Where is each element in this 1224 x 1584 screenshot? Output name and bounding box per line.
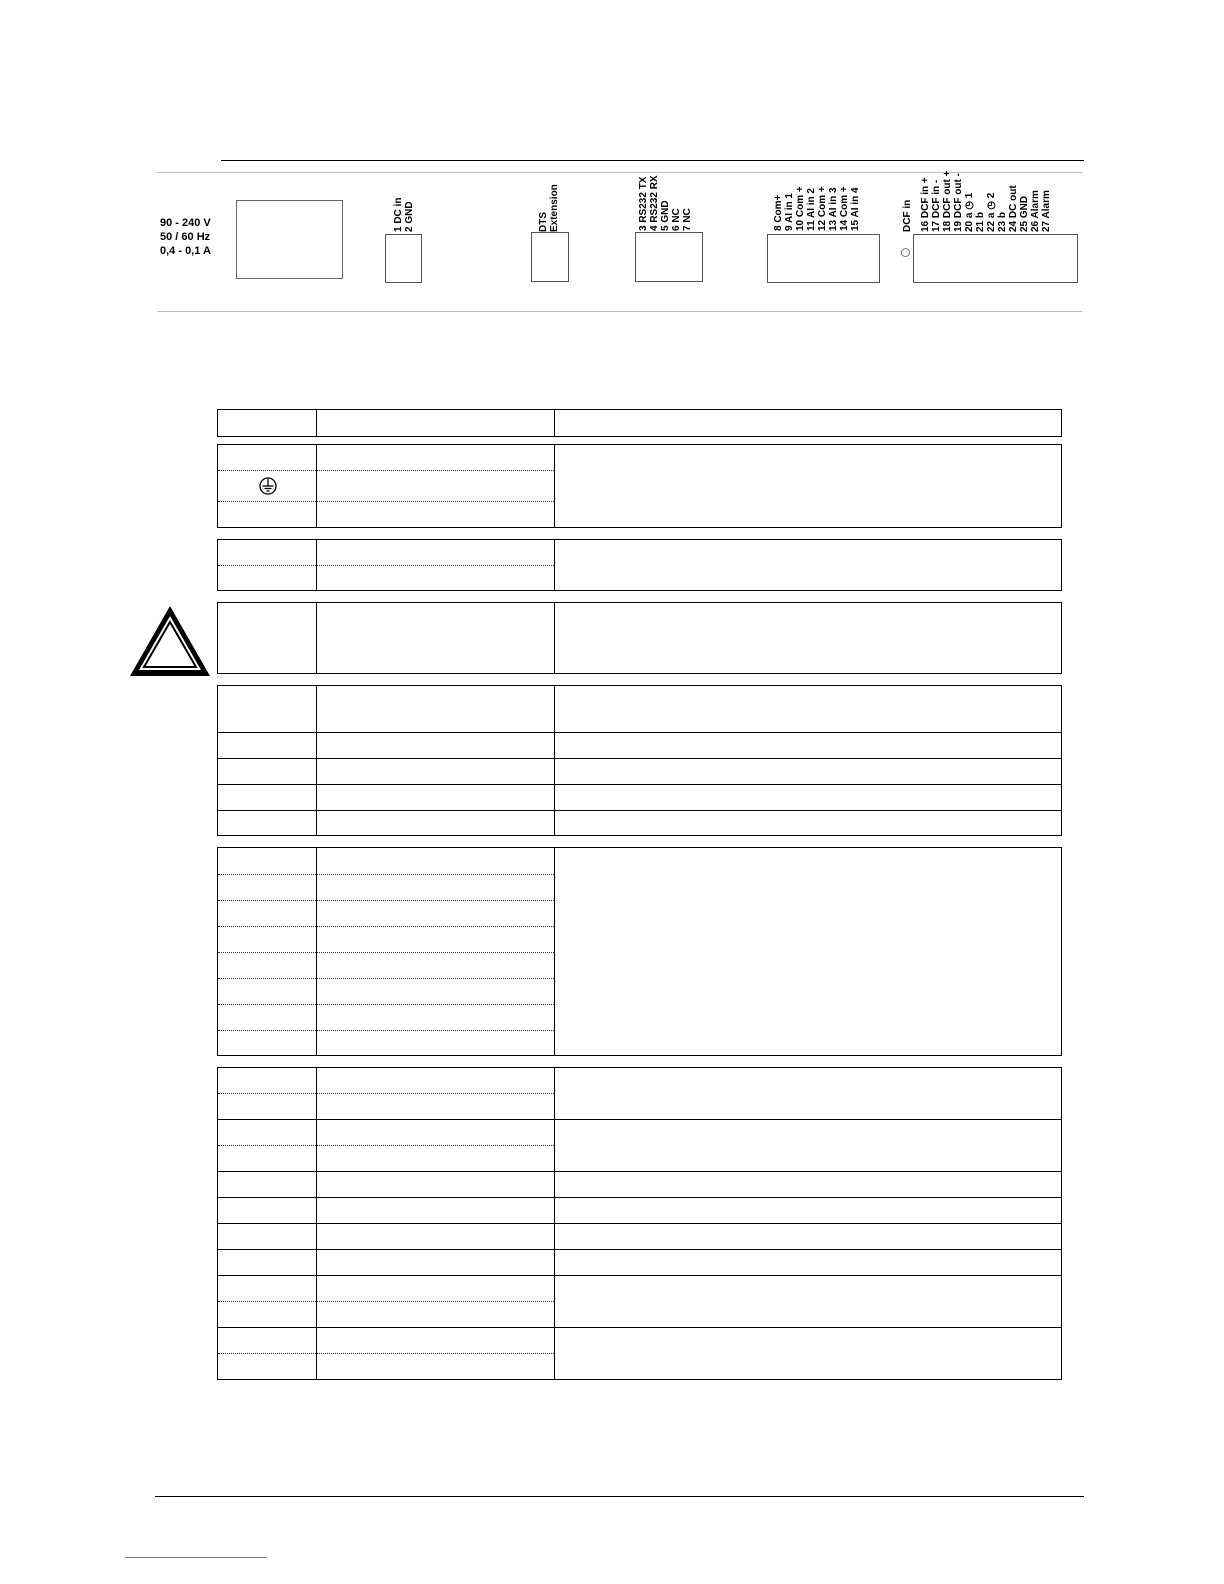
dcf-label-23: 23 b	[997, 211, 1008, 232]
row-divider	[218, 1249, 1061, 1250]
clock1-a-label: 20 a	[964, 212, 975, 232]
dcf-connector	[913, 234, 1078, 283]
dcf-label-24: 24 DC out	[1008, 185, 1019, 232]
col-divider-2	[554, 410, 555, 436]
dcf-connector-labels	[920, 171, 1052, 232]
row-divider	[218, 1353, 554, 1354]
row-divider	[218, 900, 554, 901]
col-divider-2	[554, 603, 555, 673]
gnd-label: 2 GND	[404, 201, 415, 232]
analog-connector-labels	[773, 186, 861, 231]
row-divider	[218, 1197, 1061, 1198]
rs232-tx-label: 3 RS232 TX	[638, 176, 649, 231]
analog-label-10: 10 Com +	[795, 186, 806, 231]
analog-label-12: 12 Com +	[817, 186, 828, 231]
analog-label-11: 11 AI in 2	[806, 188, 817, 231]
current-spec: 0,4 - 0,1 A	[160, 245, 211, 257]
row-divider	[218, 1119, 1061, 1120]
row-divider	[218, 1301, 554, 1302]
row-divider	[218, 1004, 554, 1005]
dc-connector-labels	[393, 198, 415, 232]
dts-label: DTS	[538, 212, 549, 232]
dcf-in-led-label: DCF in	[902, 199, 913, 232]
row-divider	[218, 1093, 554, 1094]
power-spec	[160, 216, 211, 258]
row-divider	[218, 1223, 1061, 1224]
dcf-label-25: 25 GND	[1019, 195, 1030, 232]
rs232-connector	[635, 232, 703, 282]
dcf-label-21: 21 b	[975, 211, 986, 232]
col-divider-2	[554, 445, 555, 527]
col-divider-2	[554, 540, 555, 590]
row-divider	[218, 1275, 1061, 1276]
col-divider-1	[316, 686, 317, 835]
dcf-label-17: 17 DCF in -	[931, 179, 942, 232]
col-divider-1	[316, 603, 317, 673]
footer-rule	[155, 1496, 1084, 1497]
warning-triangle-icon	[128, 604, 212, 683]
clock-icon: ◷	[986, 201, 997, 210]
col-divider-2	[554, 848, 555, 1055]
row-divider	[218, 758, 1061, 759]
table-group-power	[217, 444, 1062, 528]
extension-label: Extension	[549, 184, 560, 232]
row-divider	[218, 874, 554, 875]
clock-icon: ◷	[964, 201, 975, 210]
analog-connector	[767, 234, 880, 283]
row-divider	[218, 978, 554, 979]
analog-label-8: 8 Com+	[773, 194, 784, 231]
dcf-led-label-wrap	[902, 200, 913, 232]
protective-earth-icon	[258, 476, 278, 501]
row-divider	[218, 501, 554, 502]
analog-label-14: 14 Com +	[839, 186, 850, 231]
dts-connector-labels	[538, 184, 560, 232]
col-divider-2	[554, 686, 555, 835]
table-header	[217, 409, 1062, 437]
dcf-label-19: 19 DCF out -	[953, 173, 964, 232]
mains-socket	[236, 200, 343, 279]
dcf-label-18: 18 DCF out +	[942, 170, 953, 232]
table-group-analog	[217, 847, 1062, 1056]
row-divider	[218, 1030, 554, 1031]
table-group-dts	[217, 602, 1062, 674]
analog-label-15: 15 AI in 4	[850, 187, 861, 231]
row-divider	[218, 1171, 1061, 1172]
rs232-gnd-label: 5 GND	[660, 200, 671, 231]
header-rule	[221, 160, 1084, 161]
row-divider	[218, 952, 554, 953]
dcf-label-20	[964, 171, 975, 232]
row-divider	[218, 1145, 554, 1146]
rs232-rx-label: 4 RS232 RX	[649, 175, 660, 231]
table-group-dcf	[217, 1067, 1062, 1380]
clock1-number: 1	[964, 192, 975, 199]
row-divider	[218, 1327, 1061, 1328]
clock2-number: 2	[986, 192, 997, 199]
row-divider	[218, 926, 554, 927]
table-group-dc	[217, 539, 1062, 591]
footer-link-underline[interactable]	[125, 1557, 267, 1558]
rs232-nc6-label: 6 NC	[671, 208, 682, 231]
dcf-label-22	[986, 171, 997, 232]
row-divider	[218, 784, 1061, 785]
dc-in-label: 1 DC in	[393, 197, 404, 232]
dcf-label-27: 27 Alarm	[1041, 190, 1052, 232]
col-divider-1	[316, 410, 317, 436]
analog-label-13: 13 AI in 3	[828, 187, 839, 231]
dc-connector	[385, 234, 422, 283]
table-group-rs232	[217, 685, 1062, 836]
panel-bottom-edge	[157, 311, 1082, 312]
row-divider	[218, 565, 554, 566]
row-divider	[218, 810, 1061, 811]
dts-connector	[531, 232, 569, 282]
analog-label-9: 9 AI in 1	[784, 193, 795, 231]
dcf-label-16: 16 DCF in +	[920, 177, 931, 232]
clock2-a-label: 22 a	[986, 212, 997, 232]
voltage-spec: 90 - 240 V	[160, 217, 211, 229]
row-divider	[218, 470, 554, 471]
dcf-in-led	[901, 248, 910, 257]
frequency-spec: 50 / 60 Hz	[160, 231, 211, 243]
col-divider-1	[316, 445, 317, 527]
rs232-nc7-label: 7 NC	[682, 208, 693, 231]
rs232-connector-labels	[638, 175, 693, 231]
row-divider	[218, 732, 1061, 733]
dcf-label-26: 26 Alarm	[1030, 190, 1041, 232]
